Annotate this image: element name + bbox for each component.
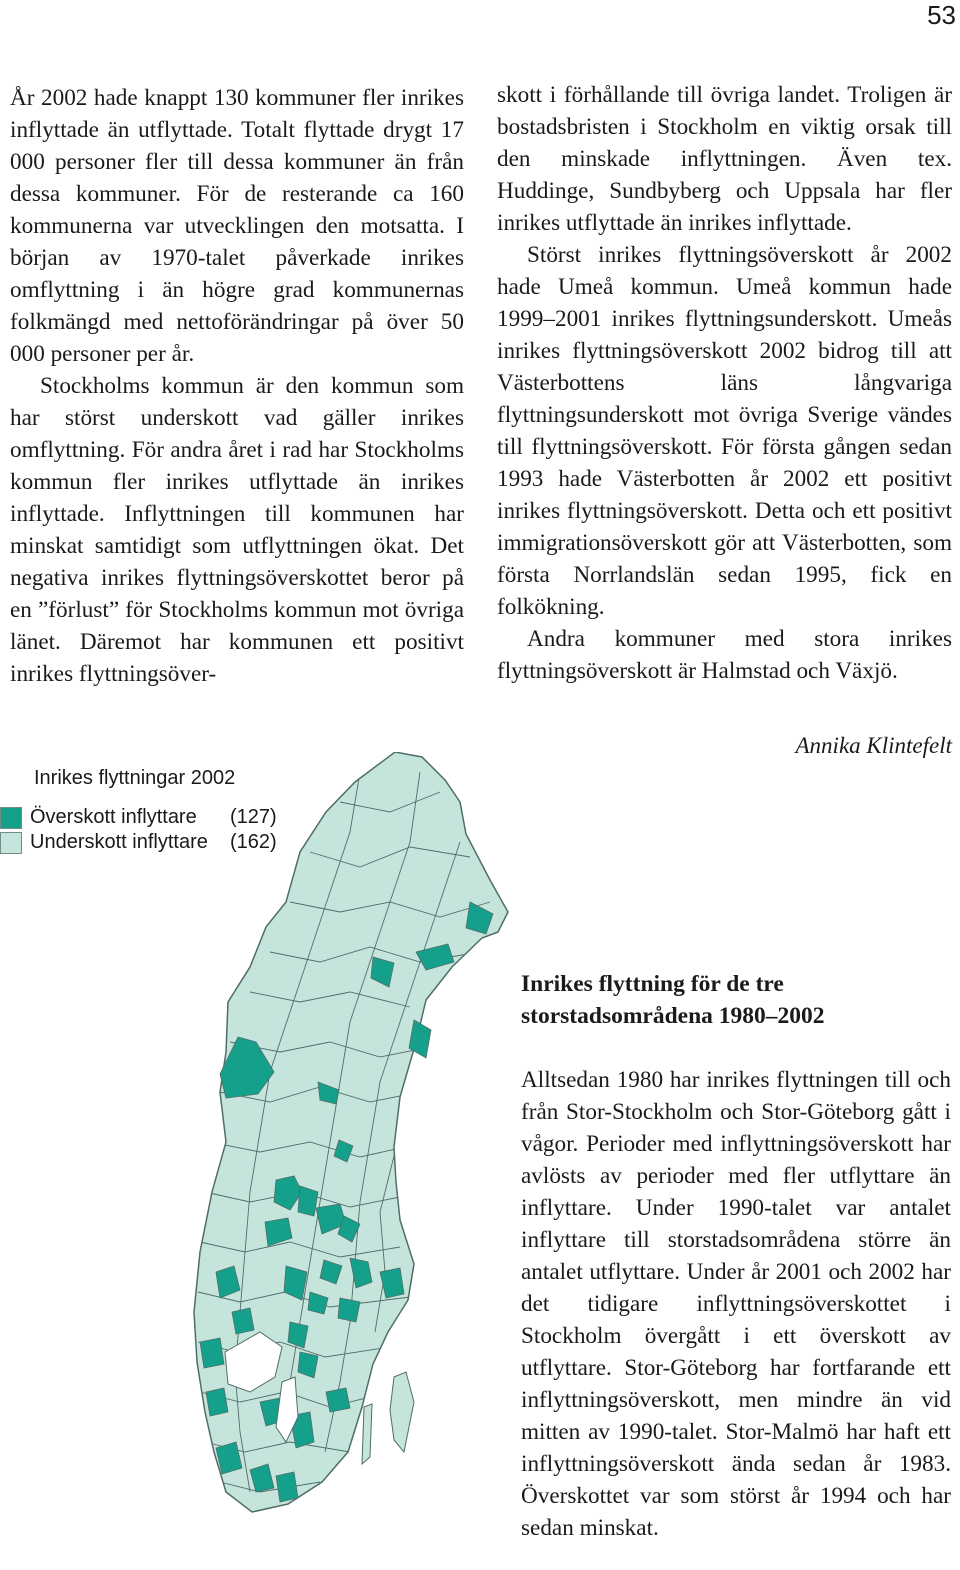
- paragraph: Störst inrikes flyttningsöverskott år 2002 hade Umeå kommun. Umeå kommun hade 1999–2001 inrikes flyttningsunderskott. Umeås inrikes flyttningsöverskott 2002 bidrog till att Västerbottens läns långvariga flyttningsunderskott mot övriga Sverige vändes till flyttningsöverskott. För första gången sedan 1993 hade Västerbotten år 2002 ett positivt inrikes flyttningsöverskott. Detta och ett positivt immigrationsöverskott gör att Västerbotten, som första Norrlandslän sedan 1995, fick en folkökning.: [497, 242, 952, 620]
- legend-label: Underskott inflyttare: [30, 831, 208, 853]
- surplus-region: [200, 1338, 224, 1368]
- surplus-region: [326, 1388, 350, 1412]
- paragraph: Stockholms kommun är den kommun som har störst underskott vad gäller inrikes omflyttning. För andra året i rad har Stockholms kommun fler inrikes utflyttade än inrikes inflyttade. Inflyttningen till kommunen har minskat samtidigt som utflyttningen ökat. Det negativa inrikes flyttningsöverskottet beror på en ”förlust” för Stockholms kommun mot övriga länet. Däremot har kommunen ett positivt inrikes flyttningsöver-: [10, 373, 464, 687]
- page-number: 53: [927, 0, 956, 30]
- deficit-swatch: [0, 832, 22, 854]
- surplus-region: [206, 1388, 228, 1416]
- paragraph: skott i förhållande till övriga landet. Troligen är bostadsbristen i Stockholm en viktig orsak till den minskade inflyttningen. Även tex. Huddinge, Sundbyberg och Uppsala har fler inrikes utflyttade än inrikes inflyttade.: [497, 82, 952, 236]
- surplus-region: [276, 1472, 298, 1502]
- legend-count: (162): [230, 831, 277, 853]
- left-text-column: [10, 82, 464, 690]
- surplus-region: [338, 1298, 360, 1322]
- legend-title: Inrikes flyttningar 2002: [34, 767, 236, 789]
- paragraph: År 2002 hade knappt 130 kommuner fler inrikes inflyttade än utflyttade. Totalt flyttade drygt 17 000 personer fler till dessa kommuner än från dessa kommuner. För de resterande ca 160 kommunerna var utvecklingen den motsatta. I början av 1970-talet påverkade inrikes omflyttning i än högre grad kommunernas folkmängd med nettoförändringar på över 50 000 personer per år.: [10, 85, 464, 367]
- sweden-municipality-map: [190, 752, 515, 1567]
- paragraph: Andra kommuner med stora inrikes flyttningsöverskott är Halmstad och Växjö.: [497, 626, 952, 684]
- box-title: Inrikes flyttning för de tre storstadsområdena 1980–2002: [521, 971, 825, 1029]
- legend-count: (127): [230, 806, 277, 828]
- box-body: Alltsedan 1980 har inrikes flyttningen till och från Stor-Stockholm och Stor-Göteborg gått i vågor. Perioder med inflyttningsöverskott har avlösts av perioder med fler utflyttare än inflyttare. Under 1990-talet var antalet inflyttare till storstadsområdena större än antalet utflyttare. Under år 2001 och 2002 har det tidigare inflyttningsöverskottet i Stockholm övergått i ett överskott av utflyttare. Stor-Göteborg har fortfarande ett inflyttningsöverskott, men mindre än vid mitten av 1990-talet. Stor-Malmö har haft ett inflyttningsöverskott ända sedan år 1983. Överskottet var som störst år 1994 och har sedan minskat.: [521, 1067, 951, 1541]
- author-signature: Annika Klintefelt: [795, 733, 952, 758]
- gotland-island: [390, 1372, 414, 1452]
- mainland: [194, 752, 508, 1512]
- legend-label: Överskott inflyttare: [30, 806, 197, 828]
- surplus-region: [232, 1308, 254, 1334]
- surplus-swatch: [0, 807, 22, 829]
- right-text-column: [497, 79, 952, 687]
- oland-island: [362, 1404, 372, 1464]
